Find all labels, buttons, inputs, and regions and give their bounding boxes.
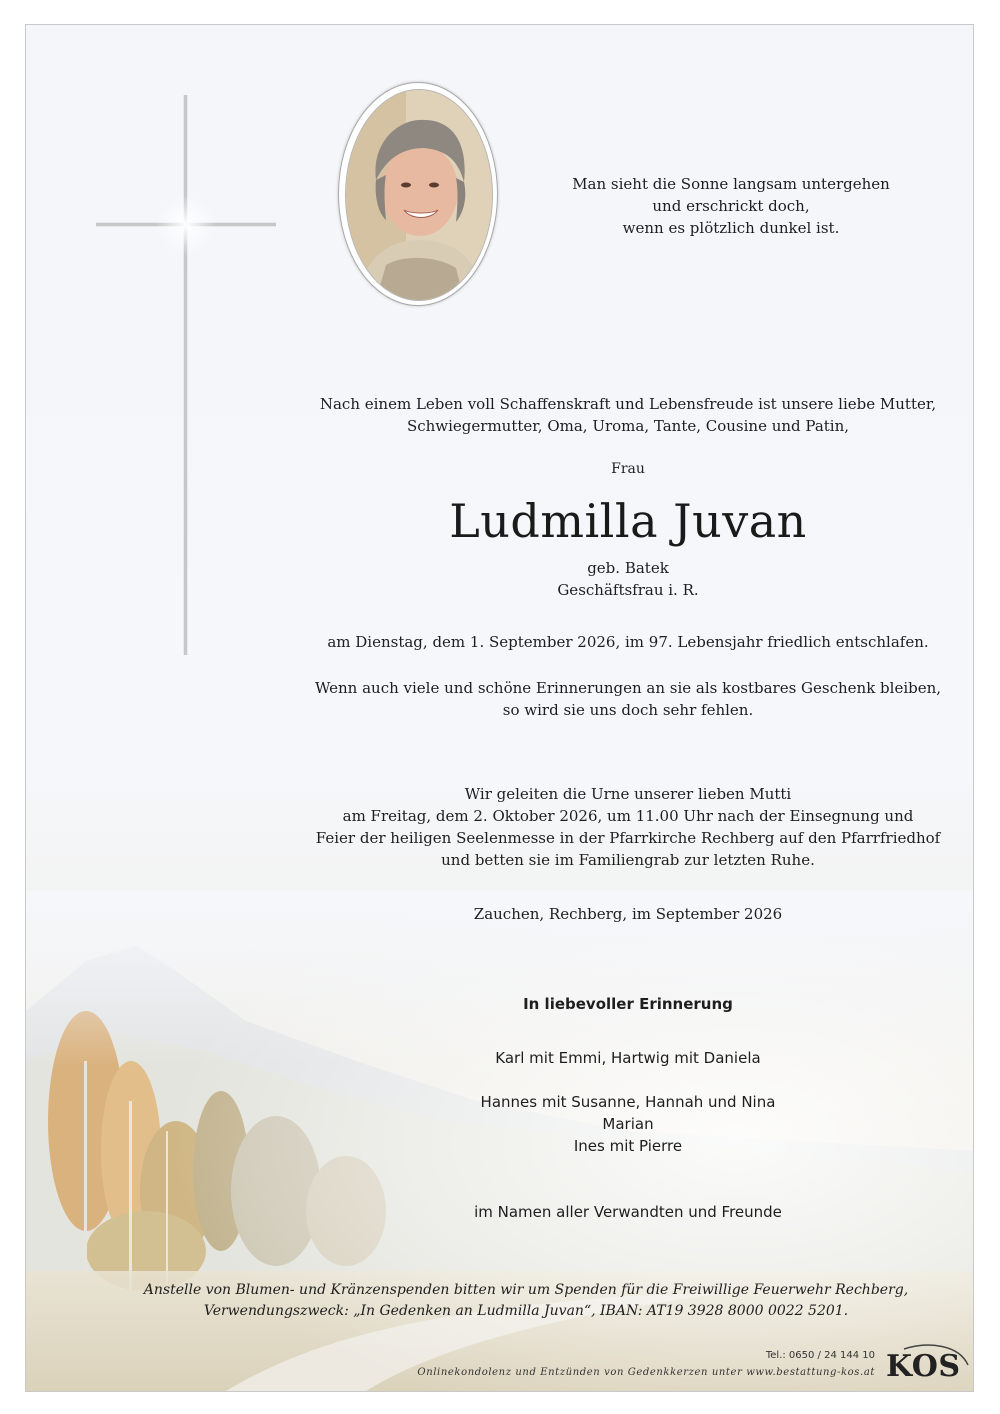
funeral-details [288,783,968,871]
intro-line: Schwiegermutter, Oma, Uroma, Tante, Cousine und Patin, [406,417,850,435]
family-line: Ines mit Pierre [573,1137,683,1155]
poem-line: wenn es plötzlich dunkel ist. [622,219,840,237]
deceased-details [288,557,968,601]
kos-logo [884,1343,972,1387]
family-group-1 [288,1047,968,1069]
place-date: Zauchen, Rechberg, im September 2026 [473,905,783,923]
memories-line: Wenn auch viele und schöne Erinnerungen an sie als kostbares Geschenk bleiben, [314,679,942,697]
cross-icon [96,95,276,655]
salutation: Frau [611,461,645,477]
intro-text [288,393,968,437]
poem [531,173,931,239]
footer-online-condolence: Onlinekondolenz und Entzünden von Gedenkkerzen unter www.bestattung-kos.at [417,1367,875,1378]
deceased-name: Ludmilla Juvan [449,494,807,548]
memories-line: so wird sie uns doch sehr fehlen. [502,701,754,719]
family-line: Karl mit Emmi, Hartwig mit Daniela [495,1049,761,1067]
intro-line: Nach einem Leben voll Schaffenskraft und Lebensfreude ist unsere liebe Mutter, [319,395,937,413]
donation-line: Verwendungszweck: „In Gedenken an Ludmilla Juvan“, IBAN: AT19 3928 8000 0022 5201. [203,1303,849,1319]
donation-notice [101,1280,951,1322]
obituary-page [25,24,974,1392]
funeral-line: Feier der heiligen Seelenmesse in der Pfarrkirche Rechberg auf den Pfarrfriedhof [315,829,941,847]
poem-line: Man sieht die Sonne langsam untergehen [572,175,890,193]
death-notice: am Dienstag, dem 1. September 2026, im 97. Lebensjahr friedlich entschlafen. [327,633,929,651]
funeral-line: am Freitag, dem 2. Oktober 2026, um 11.00 Uhr nach der Einsegnung und [342,807,914,825]
poem-line: und erschrickt doch, [652,197,810,215]
memories-text [288,677,968,721]
family-group-2 [288,1091,968,1157]
family-line: Marian [602,1115,654,1133]
footer-phone: Tel.: 0650 / 24 144 10 [765,1350,875,1361]
family-closing: im Namen aller Verwandten und Freunde [474,1203,782,1221]
kos-logo-text: KOS [886,1349,961,1384]
funeral-line: Wir geleiten die Urne unserer lieben Mutti [464,785,792,803]
donation-line: Anstelle von Blumen- und Kränzenspenden bitten wir um Spenden für die Freiwillige Feuerwehr Rechberg, [143,1282,909,1298]
portrait-frame [338,82,498,306]
profession: Geschäftsfrau i. R. [557,581,699,599]
birth-name: geb. Batek [587,559,669,577]
portrait-photo [345,89,493,301]
portrait-image [346,90,492,300]
family-line: Hannes mit Susanne, Hannah und Nina [480,1093,776,1111]
funeral-line: und betten sie im Familiengrab zur letzten Ruhe. [441,851,815,869]
family-heading: In liebevoller Erinnerung [523,995,733,1013]
